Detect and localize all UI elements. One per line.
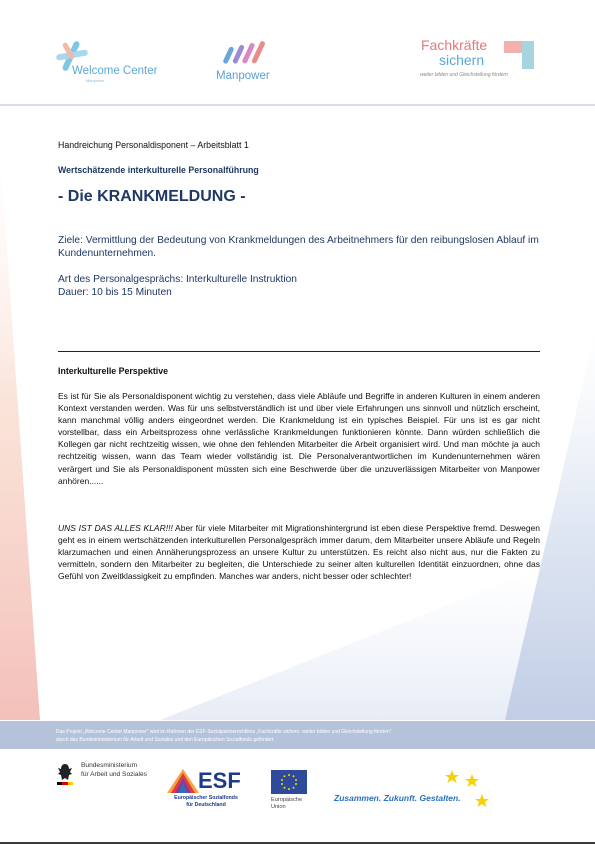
section-divider xyxy=(58,351,540,352)
fachkraefte-line1: Fachkräfte xyxy=(421,37,488,53)
manpower-mark-icon xyxy=(220,36,280,66)
document-subtitle: Wertschätzende interkulturelle Personalführung xyxy=(58,165,259,175)
center-wave-shape xyxy=(160,560,595,720)
fachkraefte-logo xyxy=(418,37,548,87)
eu-flag-icon xyxy=(271,770,307,794)
welcome-center-logo xyxy=(54,38,174,84)
bmas-line2: für Arbeit und Soziales xyxy=(81,770,147,778)
eu-name xyxy=(271,797,302,811)
eu-logo xyxy=(271,770,321,815)
esf-line2: für Deutschland xyxy=(186,802,226,808)
esf-text: ESF xyxy=(198,768,241,793)
bmas-line1: Bundesministerium xyxy=(81,762,138,769)
manpower-name: Manpower xyxy=(216,70,270,82)
esf-line1: Europäischer Sozialfonds xyxy=(174,795,238,801)
left-wave-shape xyxy=(0,150,40,720)
welcome-center-name: Welcome Center xyxy=(72,65,158,77)
fachkraefte-mark-icon xyxy=(504,41,544,81)
section-heading: Interkulturelle Perspektive xyxy=(58,366,169,376)
header-divider xyxy=(0,104,595,106)
eu-line2: Union xyxy=(271,804,286,810)
conversation-info xyxy=(58,273,297,299)
fachkraefte-line2: sichern xyxy=(439,52,485,68)
bmas-name xyxy=(81,762,147,779)
stars-icon xyxy=(444,768,490,812)
slogan: Zusammen. Zukunft. Gestalten. xyxy=(334,793,461,803)
bmas-logo xyxy=(56,762,176,802)
funding-note-line1: Das Projekt „Welcome Center Manpower“ wird im Rahmen der ESF-Sozialpartnerrichtlinie „Fachkräfte sichern: weiter bilden und Gleichstellung fördern“ xyxy=(56,729,392,735)
conversation-duration: Dauer: 10 bis 15 Minuten xyxy=(58,287,172,298)
manpower-logo xyxy=(214,36,284,86)
document-title: - Die KRANKMELDUNG - xyxy=(58,188,246,205)
paragraph-1: Es ist für Sie als Personaldisponent wichtig zu verstehen, dass viele Abläufe und Begriffe in anderen Kulturen in einem anderen Kontext verstanden werden. Was für uns selbstverständlich ist und über viele Erfahrungen uns sinnvoll und nützlich erscheint, kann manchmal völlig anders eingeordnet werden. Die Krankmeldung ist ein typisches Beispiel. Für uns ist es gar nicht vorstellbar, dass ein Arbeitsprozess ohne verlässliche Krankmeldungen funktionieren könnte. Dann würden schließlich die Kollegen gar nicht rechtzeitig wissen, wie ohne den fehlenden Mitarbeiter die Arbeit organisiert wird. Und man möchte ja auch rechtzeitig wissen, wann das Team wieder vollständig ist. Die Personalverantwortlichen im Kundenunternehmen wären verärgert und Sie als Personaldisponent müssten sich eine Beschwerde über die unzuverlässigen Mitarbeiter von Manpower anhören...... xyxy=(58,391,540,486)
esf-logo xyxy=(166,768,256,818)
esf-subtext xyxy=(166,795,246,809)
eu-line1: Europäische xyxy=(271,797,303,803)
funding-note-line2: durch das Bundesministerium für Arbeit und Soziales und den Europäischen Sozialfonds gefördert. xyxy=(56,737,275,743)
paragraph-2 xyxy=(58,522,540,582)
header xyxy=(0,0,595,104)
welcome-center-sub: Manpower xyxy=(86,78,105,83)
fachkraefte-tagline: weiter bilden und Gleichstellung fördern xyxy=(420,72,508,78)
federal-eagle-icon xyxy=(56,762,74,786)
funding-note xyxy=(56,728,392,744)
goals-text: Ziele: Vermittlung der Bedeutung von Krankmeldungen des Arbeitnehmers für den reibungslosen Ablauf im Kundenunternehmen. xyxy=(58,235,539,259)
paragraph-2-body: Aber für viele Mitarbeiter mit Migrationshintergrund ist eben diese Perspektive fremd. Deswegen geht es in einem wertschätzenden interkulturellen Personalgespräch immer darum, dem Mitarbeiter unsere Abläufe und Regeln klarzumachen und einen Annäherungsprozess an unsere Kultur zu unterstützen. Es reicht also nicht aus, nur die Fakten zu vermitteln, sondern den Mitarbeiter zu begleiten, die Unterschiede zu seiner alten kulturellen Identität einzuordnen, ohne das Gefühl von Zweitklassigkeit zu empfinden. Manches war anders, nicht besser oder schlechter! xyxy=(58,523,541,582)
funding-note-band xyxy=(0,721,595,749)
paragraph-2-emphasis: UNS IST DAS ALLES KLAR!!! xyxy=(58,523,173,533)
conversation-type: Art des Personalgesprächs: Interkulturelle Instruktion xyxy=(58,274,297,285)
document-header: Handreichung Personaldisponent – Arbeitsblatt 1 xyxy=(58,140,249,150)
esf-triangle-icon xyxy=(166,768,200,794)
